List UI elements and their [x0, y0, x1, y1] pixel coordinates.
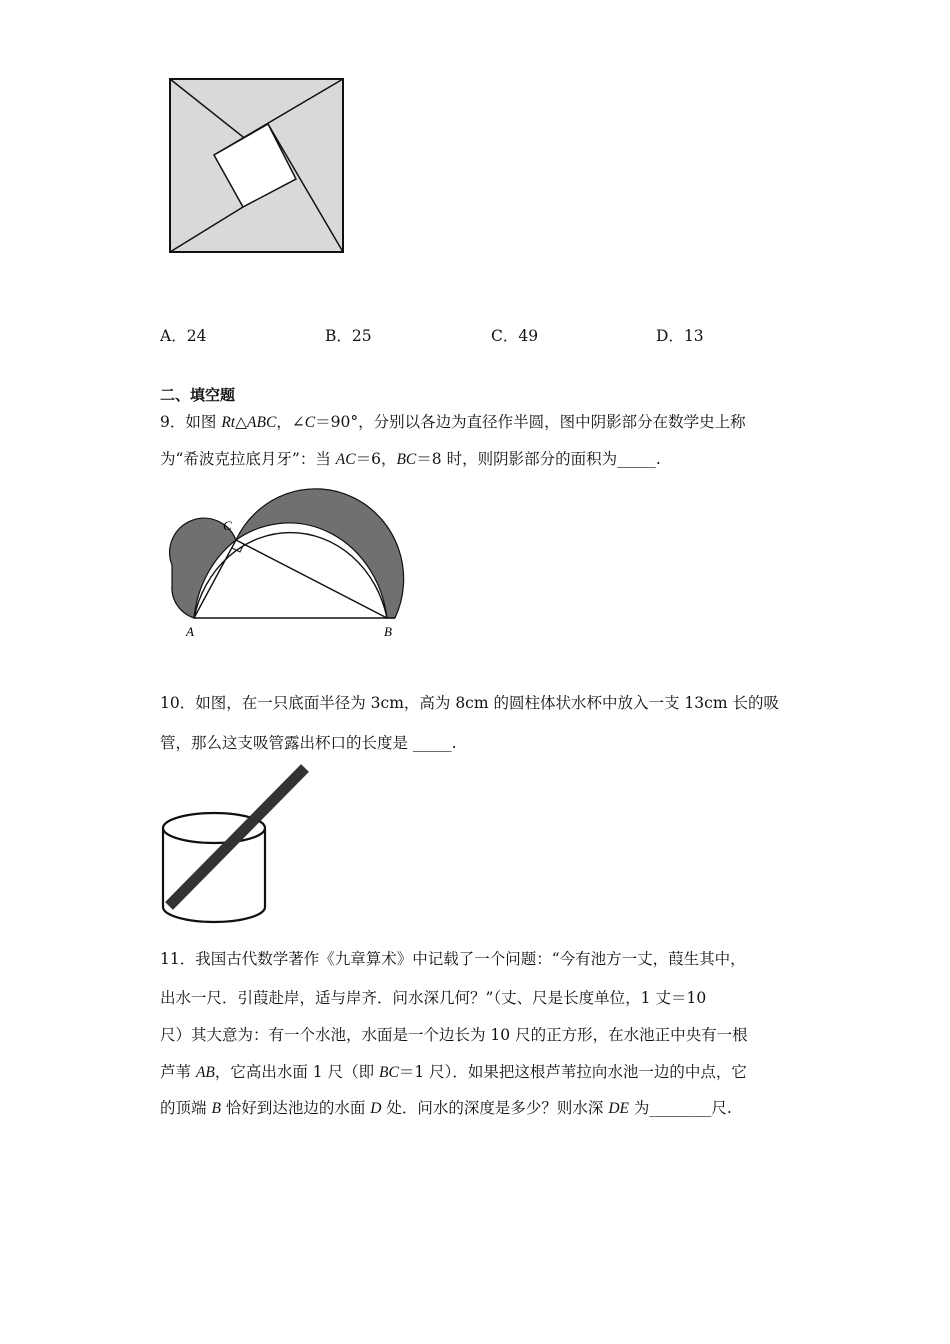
straw [169, 768, 305, 906]
q11-text-5c: 处．问水的深度是多少？则水深 [381, 1099, 609, 1117]
choice-c-value: 49 [518, 327, 539, 345]
q9-text-1b: ，∠ [276, 413, 305, 431]
q11-text-5d: 为________尺. [629, 1099, 732, 1117]
cup-bottom [163, 907, 265, 922]
q11-text-4a: 芦苇 [160, 1063, 196, 1081]
figure-cup-with-straw [160, 760, 330, 930]
q9-text-1d: ＝90°，分别以各边为直径作半圆，图中阴影部分在数学史上称 [315, 413, 746, 431]
q9-line-1 [160, 410, 746, 432]
choice-d-value: 13 [683, 327, 704, 345]
choice-c [491, 324, 538, 346]
q9-text-2c: ＝8 时，则阴影部分的面积为_____. [416, 450, 661, 468]
q9-abc: ABC [247, 414, 277, 431]
q9-line-2 [160, 447, 661, 469]
q9-text-1a: 如图 [185, 413, 222, 431]
q11-text-4c: ＝1 尺）．如果把这根芦苇拉向水池一边的中点，它 [398, 1063, 747, 1081]
choice-a [160, 324, 206, 346]
q11-text-5b: 恰好到达池边的水面 [220, 1099, 371, 1117]
choice-d [656, 324, 704, 346]
q9-rt: Rt [221, 414, 236, 431]
q11-de: DE [608, 1100, 629, 1117]
q11-d-var: D [370, 1100, 382, 1117]
q9-text-2a: 为“希波克拉底月牙”：当 [160, 450, 336, 468]
q9-text-2b: ＝6， [355, 450, 397, 468]
q11-line-3: 尺）其大意为：有一个水池，水面是一个边长为 10 尺的正方形，在水池正中央有一根 [160, 1026, 748, 1044]
q11-bc: BC [379, 1064, 399, 1081]
label-a: A [186, 624, 194, 639]
label-b: B [384, 624, 392, 639]
label-c: C [223, 518, 232, 533]
q9-ac: AC [335, 451, 356, 468]
q9-tri: △ [235, 413, 248, 431]
figure-pinwheel-square [167, 76, 347, 256]
q9-c: C [304, 414, 316, 431]
figure-hippocrates-lunes [160, 485, 420, 645]
choice-a-letter: A． [160, 327, 187, 345]
q11-line-5 [160, 1096, 732, 1118]
q10-line-1: 10．如图，在一只底面半径为 3cm，高为 8cm 的圆柱体状水杯中放入一支 13cm 长的吸 [160, 694, 779, 712]
choice-c-letter: C． [491, 327, 519, 345]
q10-line-2: 管，那么这支吸管露出杯口的长度是 _____. [160, 734, 457, 752]
choice-a-value: 24 [186, 327, 207, 345]
q11-b-var: B [211, 1100, 221, 1117]
q11-line-2: 出水一尺．引葭赴岸，适与岸齐．问水深几何？”（丈、尺是长度单位，1 丈＝10 [160, 989, 707, 1007]
q11-line-1: 11．我国古代数学著作《九章算术》中记载了一个问题：“今有池方一丈，葭生其中， [160, 950, 746, 968]
q11-line-4 [160, 1060, 747, 1082]
choice-b-value: 25 [351, 327, 372, 345]
q11-text-5a: 的顶端 [160, 1099, 212, 1117]
q11-ab: AB [195, 1064, 215, 1081]
choice-d-letter: D． [656, 327, 684, 345]
q11-text-4b: ，它高出水面 1 尺（即 [214, 1063, 380, 1081]
q9-number: 9． [160, 413, 186, 431]
q9-bc: BC [396, 451, 417, 468]
choice-b [325, 324, 372, 346]
section-title: 二、填空题 [160, 386, 236, 404]
choice-b-letter: B． [325, 327, 352, 345]
